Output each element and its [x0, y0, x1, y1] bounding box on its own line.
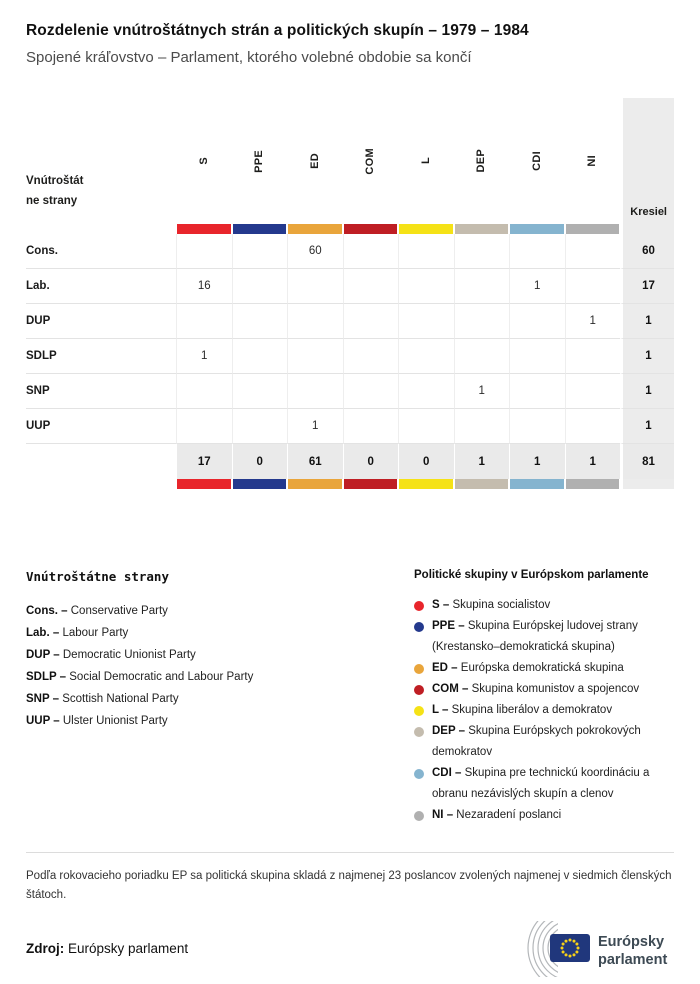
footnote: Podľa rokovacieho poriadku EP sa politická skupina skladá z najmenej 23 poslancov zvolených najmenej v siedmich členských štátoch.: [26, 870, 672, 901]
seats-cell: 60: [620, 234, 674, 269]
value-cell: [509, 374, 565, 409]
group-color-dot: [414, 664, 424, 674]
total-cell: 1: [509, 444, 565, 479]
group-color-bar: [177, 224, 231, 234]
bar-spacer: [26, 224, 176, 234]
legend-group-item: PPE – Skupina Európskej ludovej strany (Krestansko–demokratická skupina): [414, 616, 674, 658]
source-line: [26, 941, 188, 956]
seats-cell: 1: [620, 304, 674, 339]
logo-text-line1: Európsky: [598, 933, 665, 950]
legend-groups-title: Politické skupiny v Európskom parlamente: [414, 569, 649, 581]
value-cell: [398, 409, 454, 444]
value-cell: [343, 339, 399, 374]
value-cell: [509, 409, 565, 444]
seats-cell: 17: [620, 269, 674, 304]
table-totals-row: [26, 444, 674, 479]
group-color-bar: [566, 224, 620, 234]
table-row-cons: [26, 234, 674, 269]
column-header-S: S: [197, 157, 210, 165]
seats-column-bg: [620, 479, 674, 489]
party-name: Lab.: [26, 269, 176, 304]
total-cell: 1: [454, 444, 510, 479]
group-color-bar: [399, 224, 453, 234]
total-cell: 0: [398, 444, 454, 479]
group-color-dot: [414, 685, 424, 695]
table-row-lab: [26, 269, 674, 304]
value-cell: [565, 339, 621, 374]
value-cell: [454, 339, 510, 374]
value-cell: [287, 304, 343, 339]
value-cell: [176, 409, 232, 444]
legend-party-item: DUP – Democratic Unionist Party: [26, 649, 196, 661]
group-color-bar: [288, 479, 342, 489]
group-color-bar: [233, 224, 287, 234]
total-cell: 61: [287, 444, 343, 479]
group-color-bar: [566, 479, 620, 489]
source-label: Zdroj:: [26, 941, 65, 957]
eu-flag: [550, 934, 590, 962]
totals-spacer: [26, 444, 176, 479]
legend-political-groups: [414, 569, 674, 826]
value-cell: [398, 234, 454, 269]
seats-column-header: Kresiel: [620, 98, 674, 224]
value-cell: [454, 409, 510, 444]
group-color-bar: [344, 479, 398, 489]
legend-party-item: Lab. – Labour Party: [26, 627, 129, 639]
table-row-uup: [26, 409, 674, 444]
value-cell: [176, 304, 232, 339]
table-row-sdlp: [26, 339, 674, 374]
total-seats-cell: 81: [620, 444, 674, 479]
seats-cell: 1: [620, 339, 674, 374]
seats-cell: 1: [620, 409, 674, 444]
value-cell: [565, 374, 621, 409]
value-cell: [398, 304, 454, 339]
results-table: [26, 98, 674, 489]
group-color-dot: [414, 727, 424, 737]
value-cell: [343, 409, 399, 444]
value-cell: [565, 409, 621, 444]
value-cell: [565, 269, 621, 304]
legend-parties-title: Vnútroštátne strany: [26, 569, 169, 584]
group-color-bar: [455, 479, 509, 489]
value-cell: [232, 269, 288, 304]
column-header-ED: ED: [308, 153, 321, 169]
legend-party-item: UUP – Ulster Unionist Party: [26, 715, 168, 727]
value-cell: [454, 234, 510, 269]
legend-party-item: SDLP – Social Democratic and Labour Party: [26, 671, 254, 683]
value-cell: 1: [565, 304, 621, 339]
legend-national-parties: [26, 569, 366, 826]
value-cell: [454, 304, 510, 339]
legend-party-item: SNP – Scottish National Party: [26, 693, 179, 705]
column-header-PPE: PPE: [253, 149, 266, 173]
value-cell: [398, 269, 454, 304]
legend-group-item: ED – Európska demokratická skupina: [414, 658, 674, 679]
value-cell: 1: [287, 409, 343, 444]
column-header-COM: COM: [364, 147, 377, 175]
total-cell: 1: [565, 444, 621, 479]
total-cell: 0: [343, 444, 399, 479]
value-cell: [343, 374, 399, 409]
legend-group-item: COM – Skupina komunistov a spojencov: [414, 679, 674, 700]
bar-spacer: [26, 479, 176, 489]
value-cell: [176, 234, 232, 269]
value-cell: [232, 374, 288, 409]
value-cell: 1: [176, 339, 232, 374]
group-color-dot: [414, 769, 424, 779]
value-cell: 1: [454, 374, 510, 409]
row-header-label: Vnútroštátne strany: [26, 174, 84, 208]
footer: [26, 921, 674, 977]
legend-group-item: CDI – Skupina pre technickú koordináciu a obranu nezávislých skupín a clenov: [414, 763, 674, 805]
seats-column-bg: [620, 224, 674, 234]
value-cell: [176, 374, 232, 409]
value-cell: [232, 304, 288, 339]
value-cell: [287, 374, 343, 409]
value-cell: [232, 234, 288, 269]
group-color-bars-top: [26, 224, 674, 234]
value-cell: 60: [287, 234, 343, 269]
group-color-dot: [414, 706, 424, 716]
value-cell: [232, 409, 288, 444]
group-color-bar: [399, 479, 453, 489]
legend-group-item: S – Skupina socialistov: [414, 595, 674, 616]
value-cell: [509, 304, 565, 339]
european-parliament-logo: [506, 921, 674, 977]
party-name: SNP: [26, 374, 176, 409]
divider-line: [26, 852, 674, 853]
row-header-cell: [26, 98, 176, 224]
page-subtitle: Spojené kráľovstvo – Parlament, ktorého volebné obdobie sa končí: [26, 49, 472, 66]
legend-group-item: NI – Nezaradení poslanci: [414, 805, 674, 826]
value-cell: [509, 339, 565, 374]
value-cell: [287, 339, 343, 374]
group-color-bar: [510, 479, 564, 489]
page-title: Rozdelenie vnútroštátnych strán a politických skupín – 1979 – 1984: [26, 22, 529, 39]
group-color-bar: [177, 479, 231, 489]
party-name: UUP: [26, 409, 176, 444]
value-cell: [343, 234, 399, 269]
source-name: Európsky parlament: [68, 941, 189, 957]
group-color-bars-bottom: [26, 479, 674, 489]
total-cell: 17: [176, 444, 232, 479]
party-name: Cons.: [26, 234, 176, 269]
logo-text-line2: parlament: [598, 951, 668, 968]
table-row-snp: [26, 374, 674, 409]
party-name: DUP: [26, 304, 176, 339]
value-cell: [343, 269, 399, 304]
group-color-bar: [510, 224, 564, 234]
total-cell: 0: [232, 444, 288, 479]
value-cell: [343, 304, 399, 339]
column-header-CDI: CDI: [530, 151, 543, 171]
value-cell: [287, 269, 343, 304]
table-row-dup: [26, 304, 674, 339]
group-color-bar: [455, 224, 509, 234]
legend-section: [26, 569, 674, 826]
value-cell: [565, 234, 621, 269]
value-cell: [232, 339, 288, 374]
party-name: SDLP: [26, 339, 176, 374]
group-color-bar: [288, 224, 342, 234]
column-header-NI: NI: [586, 155, 599, 167]
group-color-bar: [233, 479, 287, 489]
group-color-bar: [344, 224, 398, 234]
column-header-L: L: [419, 157, 432, 165]
value-cell: [509, 234, 565, 269]
legend-group-item: DEP – Skupina Európskych pokrokových demokratov: [414, 721, 674, 763]
value-cell: 16: [176, 269, 232, 304]
legend-party-item: Cons. – Conservative Party: [26, 605, 168, 617]
table-header-row: [26, 98, 674, 224]
group-color-dot: [414, 622, 424, 632]
value-cell: 1: [509, 269, 565, 304]
legend-group-item: L – Skupina liberálov a demokratov: [414, 700, 674, 721]
column-header-DEP: DEP: [475, 149, 488, 173]
value-cell: [398, 339, 454, 374]
group-color-dot: [414, 811, 424, 821]
seats-cell: 1: [620, 374, 674, 409]
group-color-dot: [414, 601, 424, 611]
value-cell: [454, 269, 510, 304]
value-cell: [398, 374, 454, 409]
